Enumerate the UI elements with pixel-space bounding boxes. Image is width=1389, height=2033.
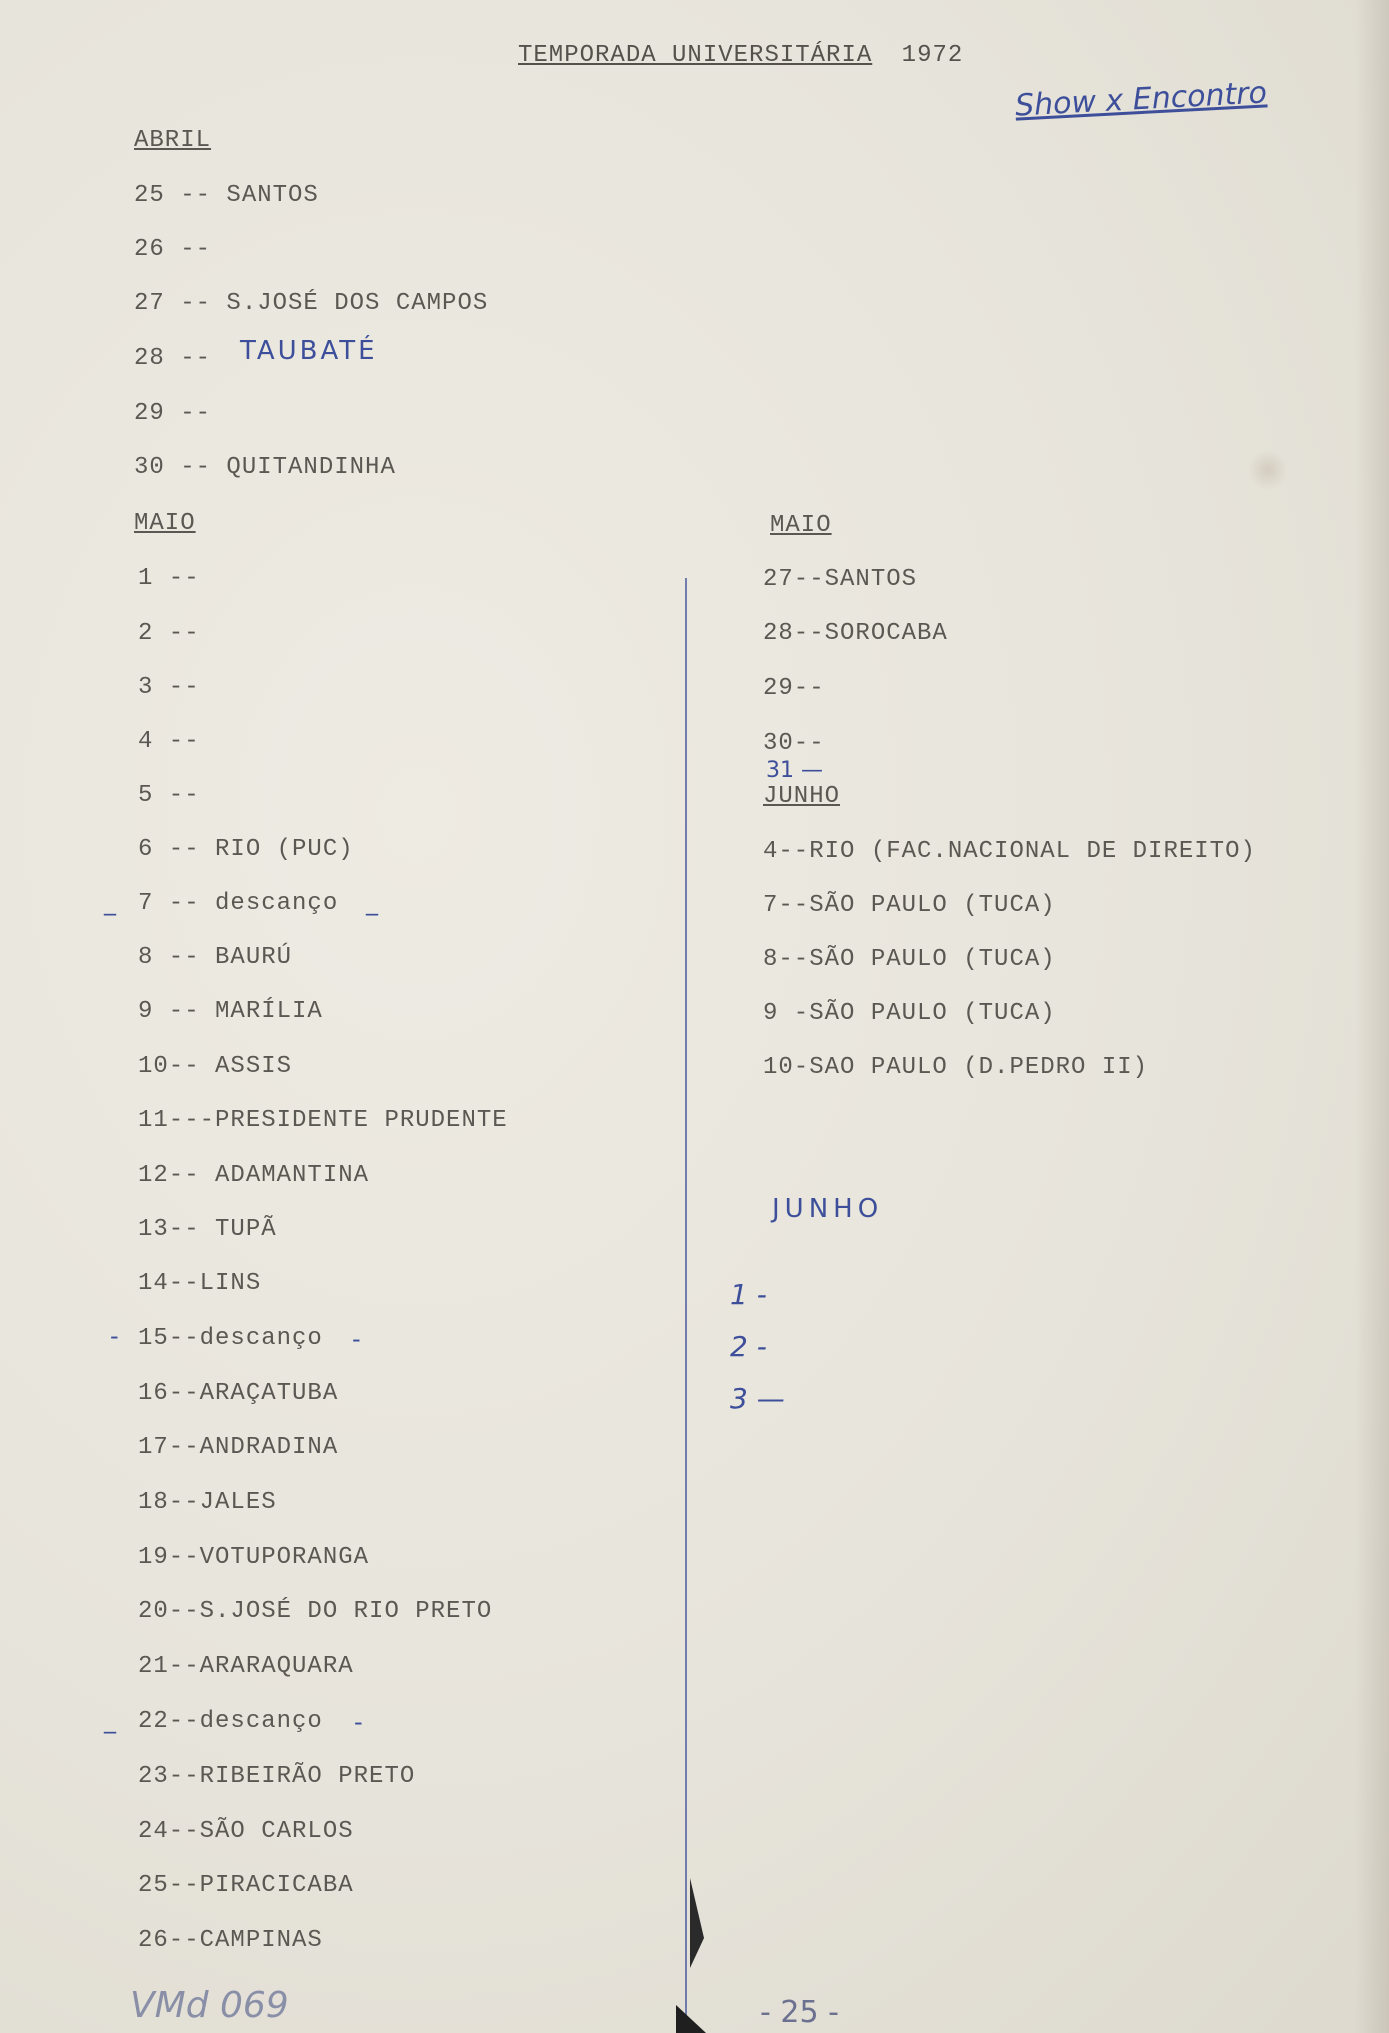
document-title — [518, 42, 963, 69]
maio-entry: 3 -- — [138, 674, 200, 701]
maio-entry: 19--VOTUPORANGA — [138, 1544, 370, 1571]
maio-entry-right: 30-- — [763, 730, 825, 757]
maio-entry-rest-day: 7 -- descanço — [138, 890, 339, 917]
maio-entry: 20--S.JOSÉ DO RIO PRETO — [138, 1598, 493, 1625]
maio-entry: 9 -- MARÍLIA — [138, 998, 323, 1025]
maio-entry: 16--ARAÇATUBA — [138, 1380, 339, 1407]
maio-entry: 6 -- RIO (PUC) — [138, 836, 354, 863]
pen-dash-mark: _ — [104, 888, 116, 916]
maio-entry: 2 -- — [138, 620, 200, 647]
maio-entry: 23--RIBEIRÃO PRETO — [138, 1763, 416, 1790]
maio-entry: 24--SÃO CARLOS — [138, 1818, 354, 1845]
maio-entry: 25--PIRACICABA — [138, 1872, 354, 1899]
abril-entry: 30 -- QUITANDINHA — [134, 454, 396, 481]
pen-dash-mark: _ — [366, 888, 378, 916]
taubate-handwritten: TAUBATÉ — [240, 336, 378, 366]
maio-entry: 21--ARARAQUARA — [138, 1653, 354, 1680]
paper-edge-shadow — [1355, 0, 1389, 2033]
abril-entry: 27 -- S.JOSÉ DOS CAMPOS — [134, 290, 489, 317]
junho-entry: 4--RIO (FAC.NACIONAL DE DIREITO) — [763, 838, 1256, 865]
junho-entry: 10-SAO PAULO (D.PEDRO II) — [763, 1054, 1149, 1081]
title-text: TEMPORADA UNIVERSITÁRIA — [518, 42, 873, 69]
maio-entry-right: 28--SOROCABA — [763, 620, 948, 647]
maio-entry: 13-- TUPÃ — [138, 1216, 277, 1243]
abril-heading: ABRIL — [134, 127, 212, 154]
archive-code: VMd 069 — [130, 1985, 289, 2026]
maio-entry-right: 27--SANTOS — [763, 566, 918, 593]
maio-entry: 17--ANDRADINA — [138, 1434, 339, 1461]
junho-entry: 9 -SÃO PAULO (TUCA) — [763, 1000, 1056, 1027]
maio-entry: 12-- ADAMANTINA — [138, 1162, 370, 1189]
paper-tear — [690, 1878, 704, 1968]
column-divider-line — [685, 578, 687, 2033]
abril-entry: 28 -- — [134, 345, 212, 372]
handwritten-day: 2 - — [730, 1330, 767, 1363]
maio-entry: 26--CAMPINAS — [138, 1927, 323, 1954]
maio-entry: 4 -- — [138, 728, 200, 755]
show-encontro-annotation: Show x Encontro — [1014, 75, 1268, 124]
handwritten-day: 3 — — [730, 1382, 785, 1415]
maio-entry: 10-- ASSIS — [138, 1053, 293, 1080]
pen-dash-mark: - — [352, 1325, 361, 1353]
page-number: - 25 - — [760, 1995, 839, 2030]
maio-entry: 14--LINS — [138, 1270, 262, 1297]
maio-entry: 5 -- — [138, 782, 200, 809]
maio-entry: 8 -- BAURÚ — [138, 944, 293, 971]
maio-entry-right: 29-- — [763, 675, 825, 702]
maio-heading-right: MAIO — [770, 512, 832, 539]
maio-entry-rest-day: 15--descanço — [138, 1325, 323, 1352]
abril-entry: 25 -- SANTOS — [134, 182, 319, 209]
junho-entry: 8--SÃO PAULO (TUCA) — [763, 946, 1056, 973]
junho-heading: JUNHO — [763, 783, 841, 810]
handwritten-junho: JUNHO — [772, 1194, 884, 1224]
junho-entry: 7--SÃO PAULO (TUCA) — [763, 892, 1056, 919]
paper-tear — [676, 2005, 706, 2033]
handwritten-day-31: 31 — — [766, 758, 823, 783]
abril-entry: 26 -- — [134, 236, 212, 263]
pen-dash-mark: - — [354, 1708, 363, 1736]
pen-dash-mark: _ — [104, 1706, 116, 1734]
paper-stain — [1248, 450, 1288, 490]
pen-dash-mark: - — [110, 1322, 119, 1350]
title-year: 1972 — [901, 42, 964, 69]
maio-heading-left: MAIO — [134, 510, 196, 537]
maio-entry: 11---PRESIDENTE PRUDENTE — [138, 1107, 508, 1134]
maio-entry: 1 -- — [138, 565, 200, 592]
handwritten-day: 1 - — [730, 1278, 767, 1311]
maio-entry-rest-day: 22--descanço — [138, 1708, 323, 1735]
maio-entry: 18--JALES — [138, 1489, 277, 1516]
abril-entry: 29 -- — [134, 400, 212, 427]
